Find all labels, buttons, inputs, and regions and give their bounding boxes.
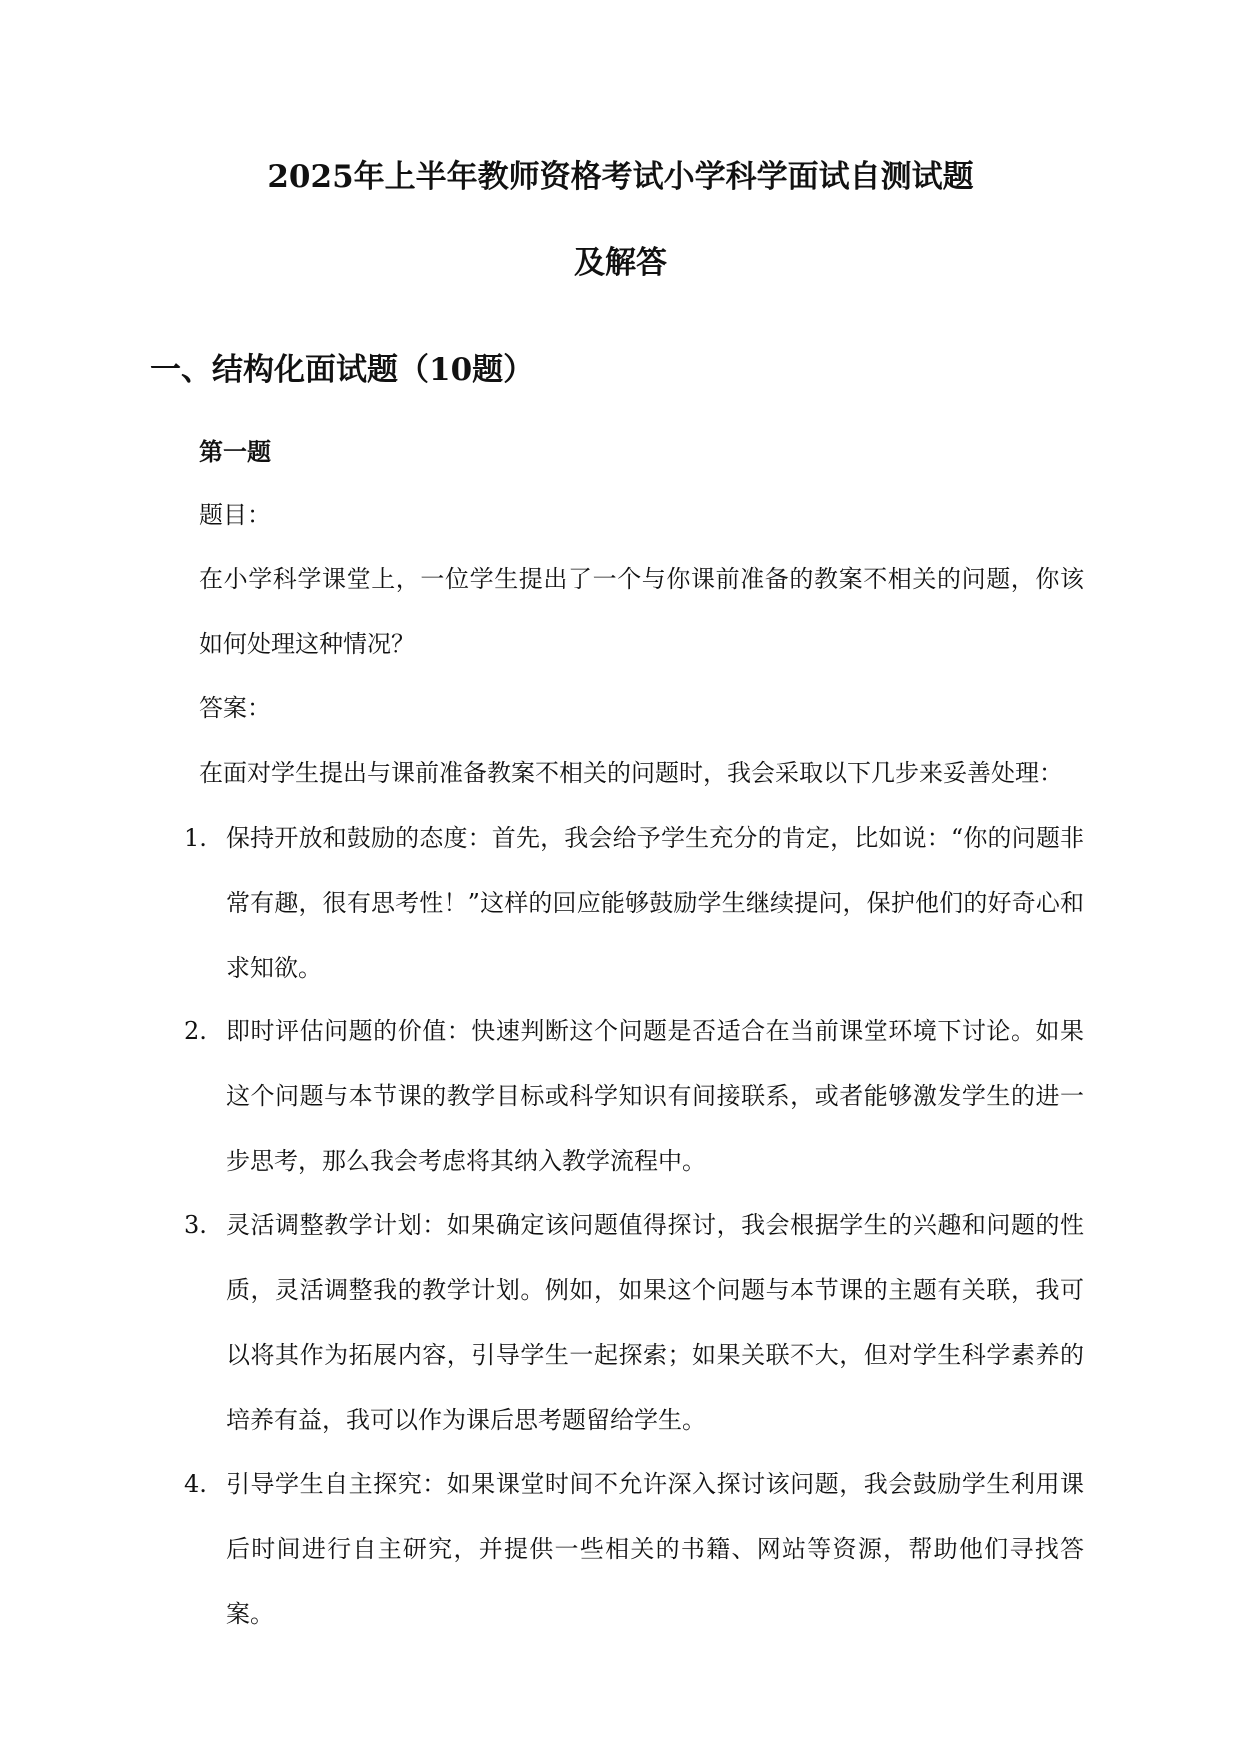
list-item-number: 3. [184, 1211, 207, 1239]
list-item-text: 灵活调整教学计划：如果确定该问题值得探讨，我会根据学生的兴趣和问题的性质，灵活调整我的教学计划。例如，如果这个问题与本节课的主题有关联，我可以将其作为拓展内容，引导学生一起探索；如果关联不大，但对学生科学素养的培养有益，我可以作为课后思考题留给学生。 [226, 1211, 1084, 1434]
question-label: 题目： [199, 501, 271, 529]
answer-label: 答案： [199, 694, 271, 722]
answer-list-item [184, 806, 1084, 1001]
question-text: 在小学科学课堂上，一位学生提出了一个与你课前准备的教案不相关的问题，你该如何处理这种情况？ [199, 565, 1084, 658]
section-heading: 一、结构化面试题（10题） [150, 352, 535, 388]
list-item-number: 4. [184, 1470, 207, 1498]
list-item-text: 即时评估问题的价值：快速判断这个问题是否适合在当前课堂环境下讨论。如果这个问题与本节课的教学目标或科学知识有间接联系，或者能够激发学生的进一步思考，那么我会考虑将其纳入教学流程中。 [226, 1017, 1084, 1175]
answer-intro: 在面对学生提出与课前准备教案不相关的问题时，我会采取以下几步来妥善处理： [199, 759, 1063, 787]
answer-list-item [184, 999, 1084, 1194]
document-title-line2: 及解答 [574, 245, 667, 281]
list-item-text: 引导学生自主探究：如果课堂时间不允许深入探讨该问题，我会鼓励学生利用课后时间进行自主研究，并提供一些相关的书籍、网站等资源，帮助他们寻找答案。 [226, 1470, 1084, 1628]
document-title-line1: 2025年上半年教师资格考试小学科学面试自测试题 [267, 159, 974, 195]
answer-list-item [184, 1193, 1084, 1453]
list-item-number: 2. [184, 1017, 207, 1045]
question-heading: 第一题 [199, 437, 271, 466]
list-item-text: 保持开放和鼓励的态度：首先，我会给予学生充分的肯定，比如说：“你的问题非常有趣，很有思考性！”这样的回应能够鼓励学生继续提问，保护他们的好奇心和求知欲。 [226, 824, 1084, 982]
answer-list-item [184, 1452, 1084, 1647]
list-item-number: 1. [184, 824, 207, 852]
